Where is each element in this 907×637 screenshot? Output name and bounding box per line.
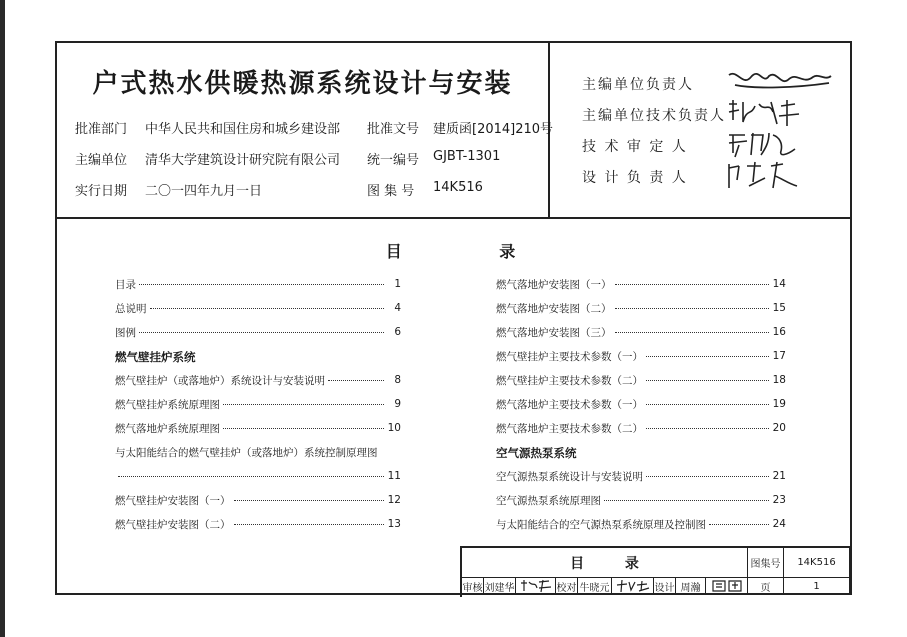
toc-entry[interactable] xyxy=(496,396,786,412)
signatory-row xyxy=(582,74,694,94)
toc-entry-page: 18 xyxy=(772,374,786,386)
toc-dot-leader xyxy=(615,331,770,333)
toc-dot-leader xyxy=(709,523,769,525)
handwritten-signature xyxy=(725,67,835,95)
handwritten-signature xyxy=(725,160,805,192)
toc-entry-page: 14 xyxy=(772,278,786,290)
approval-dept-value: 中华人民共和国住房和城乡建设部 xyxy=(145,122,341,137)
approval-no-value: 建质函[2014]210号 xyxy=(433,122,554,137)
handwritten-signature xyxy=(615,579,651,593)
handwritten-signature xyxy=(725,129,805,161)
toc-entry[interactable] xyxy=(115,492,401,508)
toc-entry-title: 燃气落地炉主要技术参数（二） xyxy=(496,422,643,435)
toc-entry-title: 燃气壁挂炉主要技术参数（二） xyxy=(496,374,643,387)
toc-entry-page: 24 xyxy=(772,518,786,530)
toc-entry-page: 15 xyxy=(772,302,786,314)
signatory-row xyxy=(582,167,688,187)
review-label: 审核 xyxy=(462,578,484,595)
toc-entry[interactable] xyxy=(115,300,401,316)
toc-dot-leader xyxy=(234,523,385,525)
design-name: 周瀚 xyxy=(676,578,706,595)
toc-dot-leader xyxy=(328,379,384,381)
handwritten-signature xyxy=(725,98,805,130)
toc-entry[interactable] xyxy=(115,444,401,460)
toc-heading: 目 录 xyxy=(385,242,562,261)
toc-dot-leader xyxy=(223,427,384,429)
toc-entry[interactable] xyxy=(115,516,401,532)
toc-entry-page: 21 xyxy=(772,470,786,482)
toc-entry-title: 燃气落地炉系统原理图 xyxy=(115,422,220,435)
atlas-no-value: 14K516 xyxy=(433,180,483,195)
toc-entry[interactable] xyxy=(115,420,401,436)
toc-entry-page: 16 xyxy=(772,326,786,338)
handwritten-signature xyxy=(519,579,553,593)
toc-entry-page: 10 xyxy=(387,422,401,434)
unified-no-value: GJBT-1301 xyxy=(433,149,501,164)
signatory-role: 主编单位技术负责人 xyxy=(582,108,726,124)
toc-entry-title: 燃气落地炉安装图（二） xyxy=(496,302,612,315)
toc-entry-title: 燃气壁挂炉（或落地炉）系统设计与安装说明 xyxy=(115,374,325,387)
toc-entry-page: 20 xyxy=(772,422,786,434)
toc-entry-page: 6 xyxy=(394,326,401,338)
toc-dot-leader xyxy=(646,355,769,357)
toc-entry-title: 燃气壁挂炉系统原理图 xyxy=(115,398,220,411)
approval-no-label: 批准文号 xyxy=(367,122,420,137)
toc-entry[interactable] xyxy=(496,372,786,388)
unified-no-label: 统一编号 xyxy=(367,153,420,168)
toc-entry[interactable] xyxy=(115,372,401,388)
document-title: 户式热水供暖热源系统设计与安装 xyxy=(92,69,513,99)
signatory-role: 主编单位负责人 xyxy=(582,77,694,93)
toc-dot-leader xyxy=(646,427,769,429)
toc-entry[interactable] xyxy=(496,420,786,436)
handwritten-signature xyxy=(711,579,743,593)
page-value: 1 xyxy=(784,578,850,595)
check-signature-cell xyxy=(612,578,654,595)
toc-dot-leader xyxy=(646,379,769,381)
title-block-title: 目 录 xyxy=(462,548,748,578)
toc-entry-page: 9 xyxy=(394,398,401,410)
atlas-no-label: 图 集 号 xyxy=(367,184,415,199)
toc-entry[interactable] xyxy=(115,468,401,484)
toc-section-heading: 空气源热泵系统 xyxy=(496,446,577,460)
toc-entry[interactable] xyxy=(496,516,786,532)
signatory-row xyxy=(582,136,688,156)
title-block xyxy=(460,546,852,597)
check-name: 牛晓元 xyxy=(578,578,612,595)
toc-dot-leader xyxy=(646,403,769,405)
toc-entry[interactable] xyxy=(115,396,401,412)
toc-dot-leader xyxy=(118,475,384,477)
cover-header xyxy=(57,43,850,219)
toc-dot-leader xyxy=(615,283,770,285)
effective-date-value: 二〇一四年九月一日 xyxy=(145,184,263,199)
toc-dot-leader xyxy=(150,307,385,309)
toc-entry[interactable] xyxy=(496,468,786,484)
scan-edge xyxy=(0,0,5,637)
toc-entry[interactable] xyxy=(496,348,786,364)
atlas-value: 14K516 xyxy=(784,548,850,578)
toc-entry-page: 11 xyxy=(387,470,401,482)
toc-entry-title: 空气源热泵系统设计与安装说明 xyxy=(496,470,643,483)
toc-entry-title: 空气源热泵系统原理图 xyxy=(496,494,601,507)
toc-dot-leader xyxy=(139,283,384,285)
toc-dot-leader xyxy=(139,331,384,333)
signatory-role: 设 计 负 责 人 xyxy=(582,170,688,186)
review-signature-cell xyxy=(516,578,556,595)
toc-entry-title: 燃气落地炉主要技术参数（一） xyxy=(496,398,643,411)
review-name: 刘建华 xyxy=(484,578,516,595)
toc-entry[interactable] xyxy=(496,324,786,340)
chief-editor-label: 主编单位 xyxy=(75,153,128,168)
chief-editor-value: 清华大学建筑设计研究院有限公司 xyxy=(145,153,341,168)
toc-entry-title: 目录 xyxy=(115,278,136,291)
toc-entry-page: 1 xyxy=(394,278,401,290)
approval-dept-label: 批准部门 xyxy=(75,122,128,137)
toc-entry-title: 燃气壁挂炉安装图（一） xyxy=(115,494,231,507)
page-label: 页 xyxy=(748,578,784,595)
toc-entry[interactable] xyxy=(115,276,401,292)
toc-dot-leader xyxy=(223,403,384,405)
check-label: 校对 xyxy=(556,578,578,595)
toc-entry-page: 8 xyxy=(394,374,401,386)
toc-entry-title: 与太阳能结合的空气源热泵系统原理及控制图 xyxy=(496,518,706,531)
atlas-label: 图集号 xyxy=(748,548,784,578)
toc-entry-title: 燃气落地炉安装图（三） xyxy=(496,326,612,339)
header-info-panel xyxy=(57,43,554,217)
toc-entry-title: 燃气落地炉安装图（一） xyxy=(496,278,612,291)
toc-entry-title: 总说明 xyxy=(115,302,147,315)
toc-entry-page: 19 xyxy=(772,398,786,410)
toc-entry[interactable] xyxy=(115,324,401,340)
toc-entry[interactable] xyxy=(496,300,786,316)
toc-dot-leader xyxy=(604,499,769,501)
drawing-frame xyxy=(55,41,852,595)
toc-entry-title: 图例 xyxy=(115,326,136,339)
toc-dot-leader xyxy=(615,307,770,309)
toc-entry-page: 17 xyxy=(772,350,786,362)
toc-dot-leader xyxy=(234,499,385,501)
toc-entry-page: 23 xyxy=(772,494,786,506)
toc-entry-title: 燃气壁挂炉安装图（二） xyxy=(115,518,231,531)
toc-entry-page: 12 xyxy=(387,494,401,506)
design-signature-cell xyxy=(706,578,748,595)
signatory-role: 技 术 审 定 人 xyxy=(582,139,688,155)
effective-date-label: 实行日期 xyxy=(75,184,128,199)
toc-entry-title: 与太阳能结合的燃气壁挂炉（或落地炉）系统控制原理图 xyxy=(115,446,378,459)
toc-entry-title: 燃气壁挂炉主要技术参数（一） xyxy=(496,350,643,363)
toc-entry-page: 4 xyxy=(394,302,401,314)
toc-entry[interactable] xyxy=(496,492,786,508)
toc-entry-page: 13 xyxy=(387,518,401,530)
toc-dot-leader xyxy=(646,475,769,477)
toc-section-heading: 燃气壁挂炉系统 xyxy=(115,350,196,364)
signatory-row xyxy=(582,105,726,125)
design-label: 设计 xyxy=(654,578,676,595)
toc-entry[interactable] xyxy=(496,276,786,292)
